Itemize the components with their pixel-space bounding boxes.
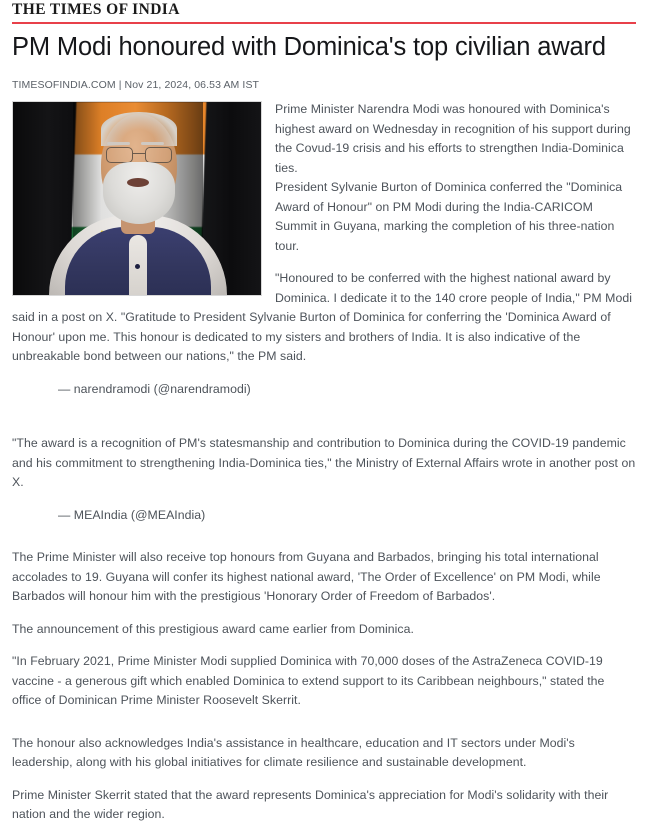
hair <box>101 112 177 146</box>
article-paragraph-skerrit: Prime Minister Skerrit stated that the award represents Dominica's appreciation for Modi's solidarity with their nation and the wider region. <box>12 787 609 822</box>
page-title: PM Modi honoured with Dominica's top civilian award <box>12 33 606 61</box>
beard <box>103 162 175 224</box>
lede-line: President Sylvanie Burton of Dominica conferred the "Dominica Award of Honour" on PM Modi during the India-CARICOM Summit in Guyana, marking the completion of his three-nation tour. <box>275 180 623 253</box>
masthead-divider <box>12 22 636 24</box>
lede-line: Prime Minister Narendra Modi was honoured with Dominica's highest award on Wednesday in recognition of his support during the Covud-19 crisis and his efforts to strengthen India-Dominica ties. <box>275 102 631 175</box>
embed-spacer <box>12 538 636 548</box>
article-paragraph-vaccine: "In February 2021, Prime Minister Modi supplied Dominica with 70,000 doses of the AstraZeneca COVID-19 vaccine - a generous gift which enabled Dominica to extend support to its Caribbean neighbours," stated the office of Dominican Prime Minister Roosevelt Skerrit. <box>12 654 605 708</box>
glasses-lens-right <box>145 147 172 163</box>
tweet-credit-narendramodi: — narendramodi (@narendramodi) <box>58 381 251 396</box>
modi-portrait-photo <box>13 102 261 295</box>
eyebrow-left <box>107 142 130 145</box>
article-paragraph-honours: The Prime Minister will also receive top honours from Guyana and Barbados, bringing his total international accolades to 19. Guyana will confer its highest national award, 'The Order of Excellence' on PM Modi, while Barbados will honour him with the prestigious 'Honorary Order of Freedom of Barbados'. <box>12 550 601 604</box>
embed-spacer <box>12 412 636 434</box>
glasses-bridge <box>132 153 146 154</box>
eyebrow-right <box>141 142 164 145</box>
glasses-icon <box>106 147 172 161</box>
byline: TIMESOFINDIA.COM | Nov 21, 2024, 06.53 AM IST <box>12 79 260 92</box>
article-paragraph-mea: "The award is a recognition of PM's statesmanship and contribution to Dominica during the COVID-19 pandemic and his commitment to strengthening India-Dominica ties," the Ministry of External Affairs wrote in another post on X. <box>12 436 636 490</box>
glasses-lens-left <box>106 147 133 163</box>
article-paragraph-sectors: The honour also acknowledges India's assistance in healthcare, education and IT sectors under Modi's leadership, along with his global initiatives for climate resilience and sustainable development. <box>12 735 575 770</box>
article-paragraph-announcement: The announcement of this prestigious award came earlier from Dominica. <box>12 621 414 636</box>
article-hero-image <box>12 101 262 296</box>
masthead-brand: THE TIMES OF INDIA <box>12 1 180 18</box>
tweet-credit-meaindia: — MEAIndia (@MEAIndia) <box>58 507 206 522</box>
embed-spacer <box>12 724 636 734</box>
article-body <box>12 100 636 825</box>
article-paragraph-quote-modi: "Honoured to be conferred with the highest national award by Dominica. I dedicate it to the 140 crore people of India," PM Modi said in a post on X. "Gratitude to President Sylvanie Burton of Dominica for conferring the 'Dominica Award of Honour' upon me. This honour is dedicated to my sisters and brothers of India. It is also indicative of the unbreakable bond between our nations," the PM said. <box>12 271 632 364</box>
